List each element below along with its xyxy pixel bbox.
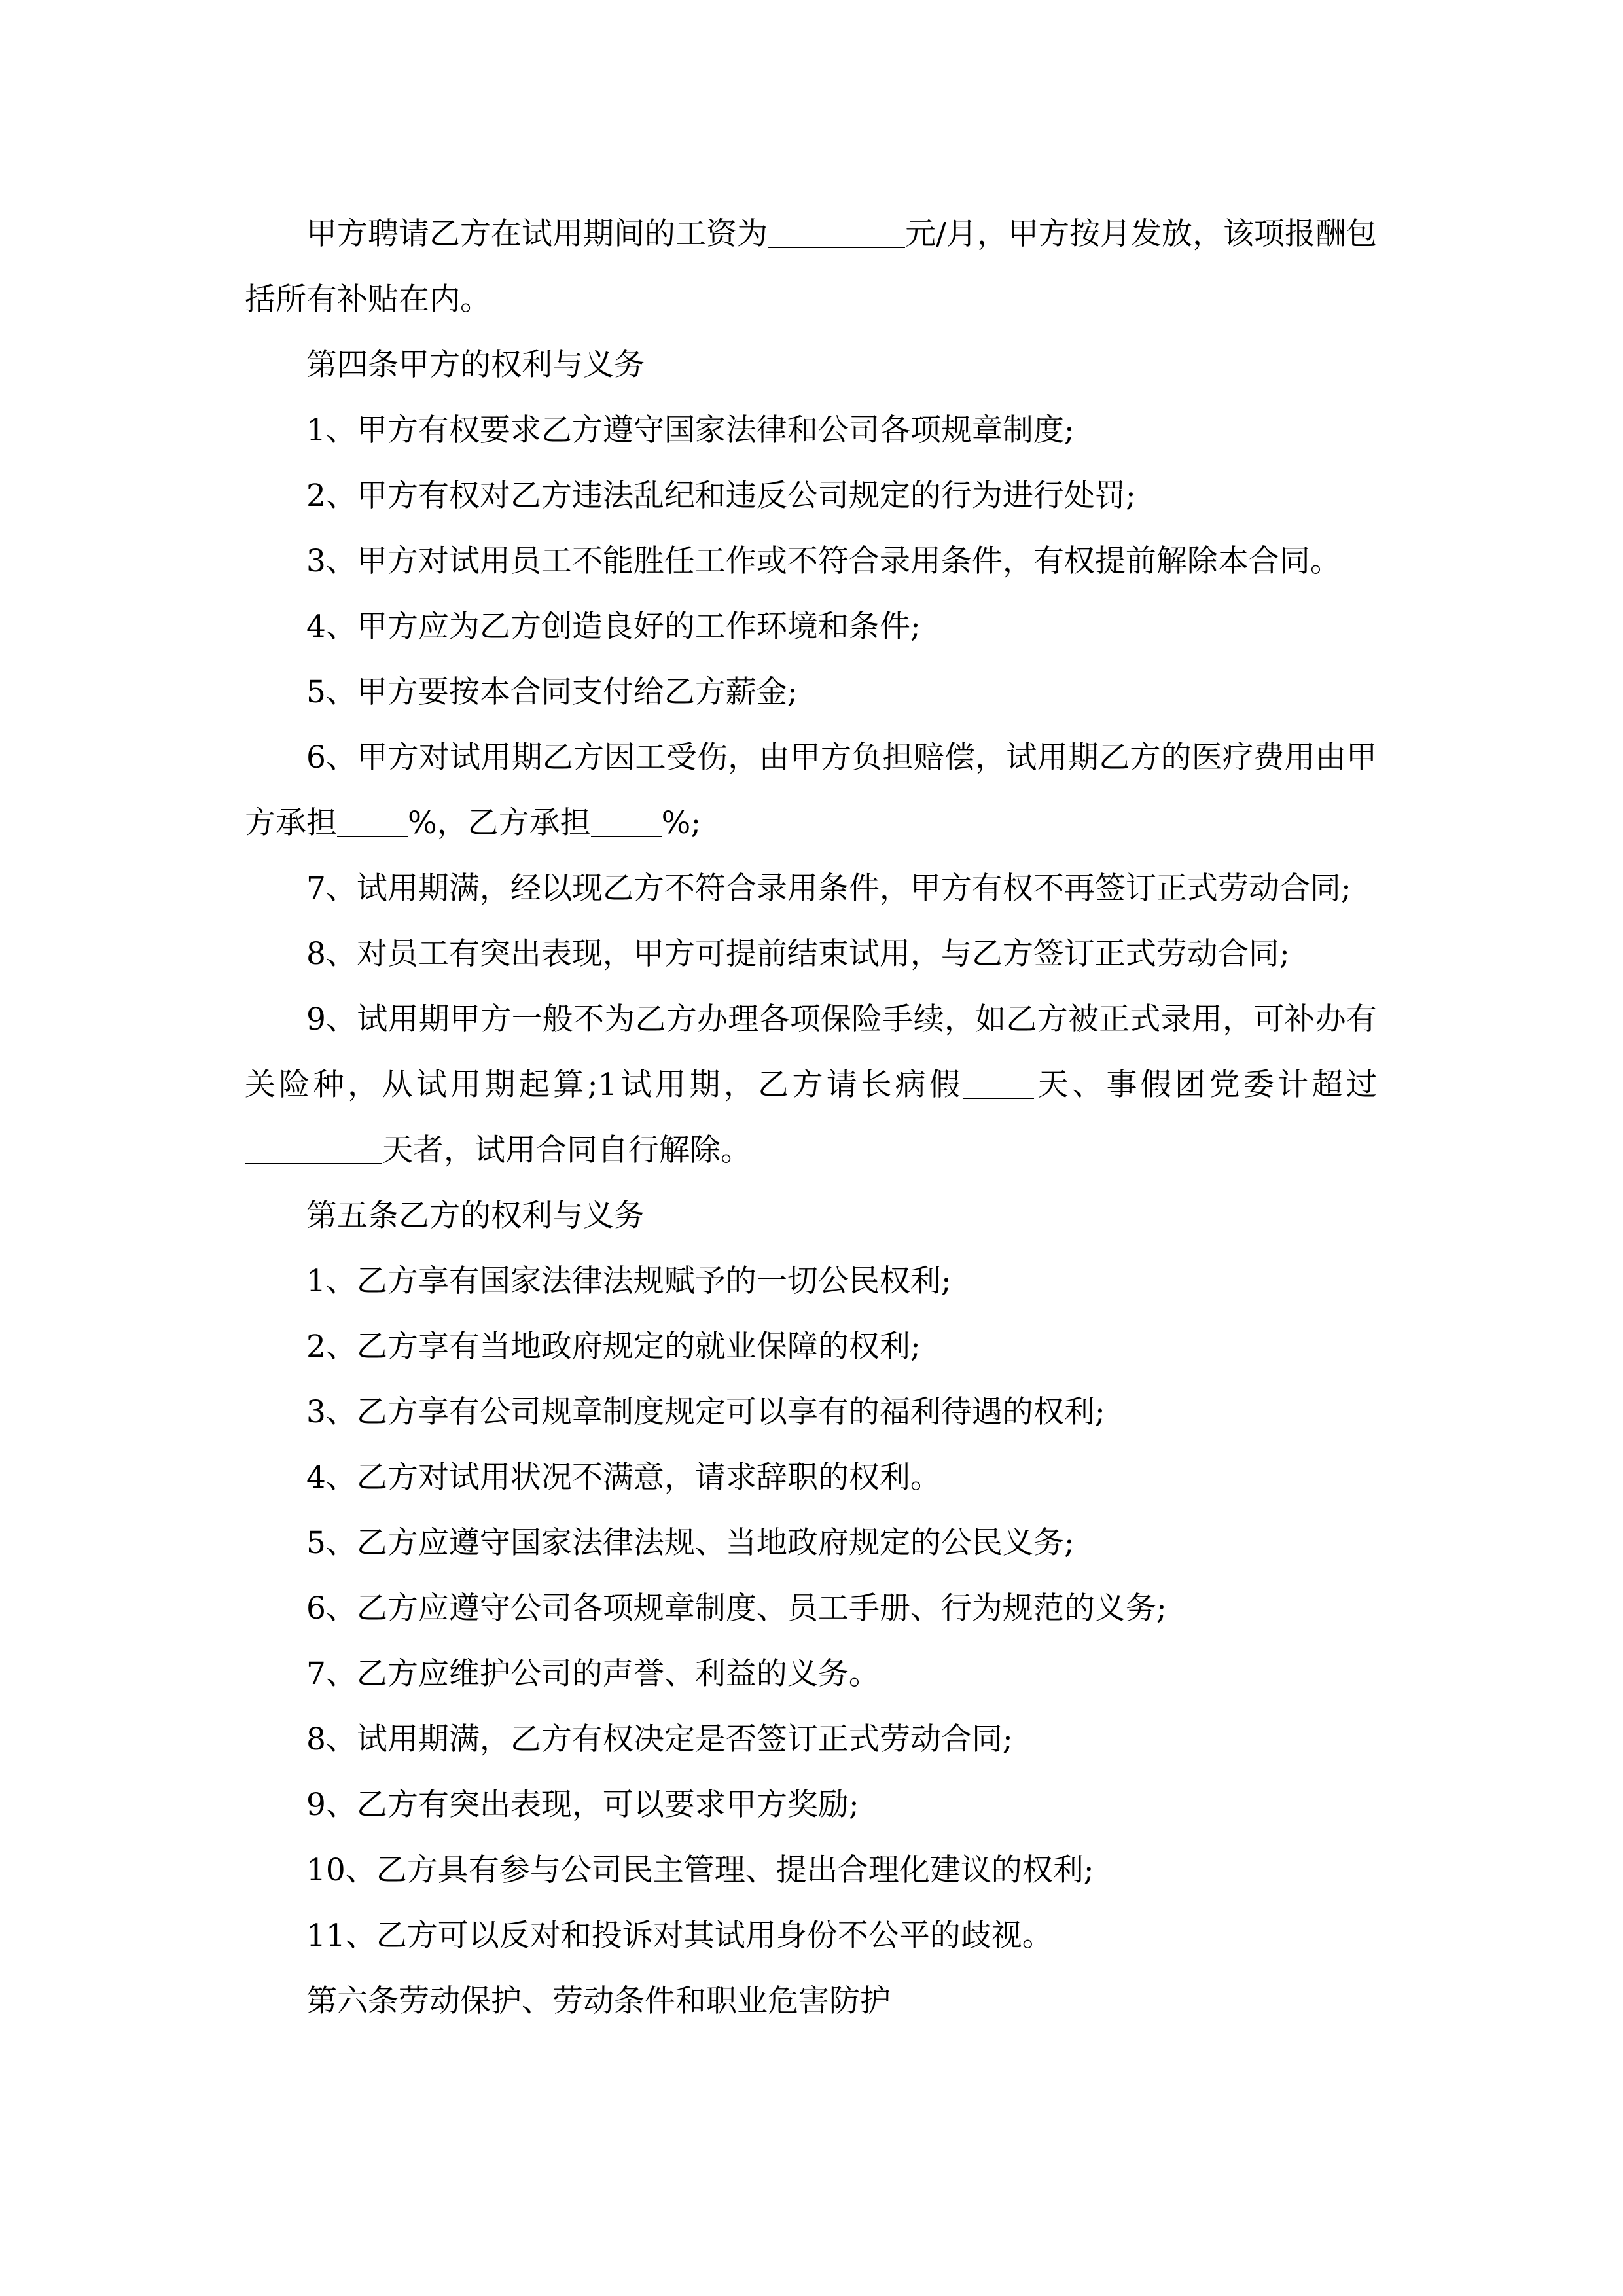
section-4-item-9 [245, 987, 1377, 1183]
section-5-title: 第五条乙方的权利与义务 [306, 1198, 645, 1234]
probation-salary-paragraph [245, 202, 1377, 332]
section-4-item-1: 1、甲方有权要求乙方遵守国家法律和公司各项规章制度; [306, 412, 1075, 448]
section-5-item-10: 10、乙方具有参与公司民主管理、提出合理化建议的权利; [306, 1852, 1094, 1888]
section-5-item-7: 7、乙方应维护公司的声誉、利益的义务。 [306, 1656, 880, 1692]
section-5-item-2: 2、乙方享有当地政府规定的就业保障的权利; [306, 1329, 921, 1365]
item-9-text-start: 9、试用期甲方一般不为乙方办理各项保险手续，如乙方被正式录用，可补办有关险种，从试用期起算;1试用期，乙方请长病假 [245, 1001, 1377, 1103]
section-5-item-3: 3、乙方享有公司规章制度规定可以享有的福利待遇的权利; [306, 1394, 1105, 1430]
item-9-text-end: 天者，试用合同自行解除。 [382, 1132, 751, 1168]
leave-limit-days-blank [245, 1132, 382, 1164]
item-6-text-start: 6、甲方对试用期乙方因工受伤，由甲方负担赔偿，试用期乙方的医疗费用由甲方承担 [245, 740, 1377, 841]
item-6-text-end: %; [661, 805, 702, 841]
section-4-item-2: 2、甲方有权对乙方违法乱纪和违反公司规定的行为进行处罚; [306, 478, 1136, 514]
section-5-item-9: 9、乙方有突出表现，可以要求甲方奖励; [306, 1787, 859, 1823]
section-5-item-8: 8、试用期满，乙方有权决定是否签订正式劳动合同; [306, 1721, 1013, 1757]
section-4-item-7: 7、试用期满，经以现乙方不符合录用条件，甲方有权不再签订正式劳动合同; [306, 870, 1351, 906]
document-body [245, 202, 1377, 2034]
section-5-item-11: 11、乙方可以反对和投诉对其试用身份不公平的歧视。 [306, 1918, 1053, 1954]
section-4-title: 第四条甲方的权利与义务 [306, 347, 645, 383]
section-5-item-5: 5、乙方应遵守国家法律法规、当地政府规定的公民义务; [306, 1525, 1075, 1561]
section-4-item-4: 4、甲方应为乙方创造良好的工作环境和条件; [306, 609, 921, 645]
salary-blank [768, 216, 905, 248]
section-5-item-1: 1、乙方享有国家法律法规赋予的一切公民权利; [306, 1263, 952, 1299]
section-4-item-5: 5、甲方要按本合同支付给乙方薪金; [306, 674, 798, 710]
employer-share-blank [337, 805, 408, 837]
salary-text-start: 甲方聘请乙方在试用期间的工资为 [306, 216, 768, 252]
section-6-title: 第六条劳动保护、劳动条件和职业危害防护 [306, 1983, 891, 2019]
item-6-text-middle: %，乙方承担 [408, 805, 591, 841]
section-4-item-3: 3、甲方对试用员工不能胜任工作或不符合录用条件，有权提前解除本合同。 [306, 543, 1341, 579]
employee-share-blank [591, 805, 662, 837]
section-5-item-6: 6、乙方应遵守公司各项规章制度、员工手册、行为规范的义务; [306, 1590, 1167, 1626]
section-4-item-6 [245, 725, 1377, 856]
section-4-item-8: 8、对员工有突出表现，甲方可提前结束试用，与乙方签订正式劳动合同; [306, 936, 1290, 972]
salary-text-end: 元/月，甲方按月发放，该项报酬包括所有补贴在内。 [245, 216, 1377, 317]
section-5-item-4: 4、乙方对试用状况不满意，请求辞职的权利。 [306, 1460, 941, 1496]
item-9-text-middle: 天、事假团党委计超过 [1034, 1067, 1377, 1103]
sick-leave-days-blank [963, 1067, 1034, 1099]
